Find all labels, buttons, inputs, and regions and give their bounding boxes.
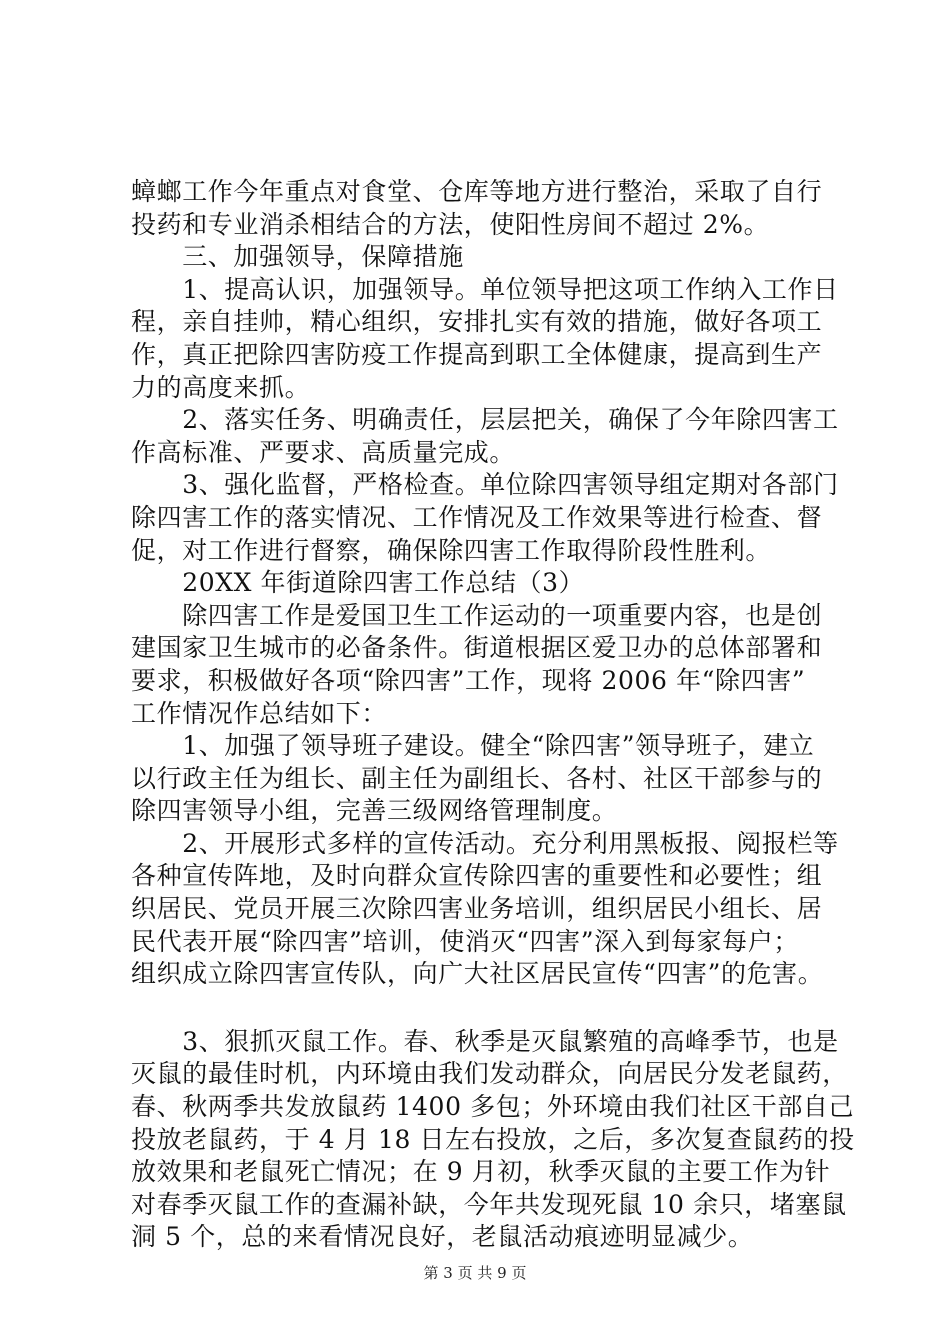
text-line: 1、加强了领导班子建设。健全“除四害”领导班子，建立 xyxy=(131,731,815,761)
text-line: 洞 5 个，总的来看情况良好，老鼠活动痕迹明显减少。 xyxy=(131,1222,754,1252)
paragraph-gap xyxy=(131,991,853,1026)
text-line: 除四害领导小组，完善三级网络管理制度。 xyxy=(131,796,618,826)
text-line: 民代表开展“除四害”培训，使消灭“四害”深入到每家每户； xyxy=(131,926,799,956)
text-line: 除四害工作的落实情况、工作情况及工作效果等进行检查、督 xyxy=(131,502,823,532)
text-line: 力的高度来抓。 xyxy=(131,372,311,402)
text-line: 作，真正把除四害防疫工作提高到职工全体健康，提高到生产 xyxy=(131,339,823,369)
text-line: 3、强化监督，严格检查。单位除四害领导组定期对各部门 xyxy=(131,470,839,500)
text-line: 组织成立除四害宣传队，向广大社区居民宣传“四害”的危害。 xyxy=(131,959,824,989)
text-line: 织居民、党员开展三次除四害业务培训，组织居民小组长、居 xyxy=(131,894,823,924)
text-line: 2、开展形式多样的宣传活动。充分利用黑板报、阅报栏等 xyxy=(131,828,839,858)
text-line: 工作情况作总结如下： xyxy=(131,698,388,728)
text-line: 程，亲自挂帅，精心组织，安排扎实有效的措施，做好各项工 xyxy=(131,307,823,337)
text-line: 蟑螂工作今年重点对食堂、仓库等地方进行整治，采取了自行 xyxy=(131,177,823,206)
text-line: 投放老鼠药，于 4 月 18 日左右投放，之后，多次复查鼠药的投 xyxy=(131,1124,855,1154)
text-line: 建国家卫生城市的必备条件。街道根据区爱卫办的总体部署和 xyxy=(131,633,823,663)
text-line: 除四害工作是爱国卫生工作运动的一项重要内容，也是创 xyxy=(131,600,823,630)
text-line: 1、提高认识，加强领导。单位领导把这项工作纳入工作日 xyxy=(131,274,839,304)
text-line: 投药和专业消杀相结合的方法，使阳性房间不超过 2%。 xyxy=(131,209,770,239)
text-line: 各种宣传阵地，及时向群众宣传除四害的重要性和必要性；组 xyxy=(131,861,823,891)
text-line: 促，对工作进行督察，确保除四害工作取得阶段性胜利。 xyxy=(131,535,772,565)
text-line: 2、落实任务、明确责任，层层把关，确保了今年除四害工 xyxy=(131,405,839,435)
text-line: 对春季灭鼠工作的查漏补缺，今年共发现死鼠 10 余只，堵塞鼠 xyxy=(131,1189,847,1219)
section-heading: 三、加强领导，保障措施 xyxy=(131,242,464,272)
text-line: 作高标准、严要求、高质量完成。 xyxy=(131,437,516,467)
text-line: 灭鼠的最佳时机，内环境由我们发动群众，向居民分发老鼠药， xyxy=(131,1059,848,1089)
text-line: 以行政主任为组长、副主任为副组长、各村、社区干部参与的 xyxy=(131,763,823,793)
text-line: 春、秋两季共发放鼠药 1400 多包；外环境由我们社区干部自己 xyxy=(131,1092,855,1122)
document-body xyxy=(131,176,853,1254)
text-line: 要求，积极做好各项“除四害”工作，现将 2006 年“除四害” xyxy=(131,665,806,695)
text-line: 放效果和老鼠死亡情况；在 9 月初，秋季灭鼠的主要工作为针 xyxy=(131,1157,831,1187)
document-subtitle: 20XX 年街道除四害工作总结（3） xyxy=(131,568,585,598)
text-line: 3、狠抓灭鼠工作。春、秋季是灭鼠繁殖的高峰季节，也是 xyxy=(131,1026,839,1056)
page-number-footer: 第 3 页 共 9 页 xyxy=(423,1264,527,1282)
